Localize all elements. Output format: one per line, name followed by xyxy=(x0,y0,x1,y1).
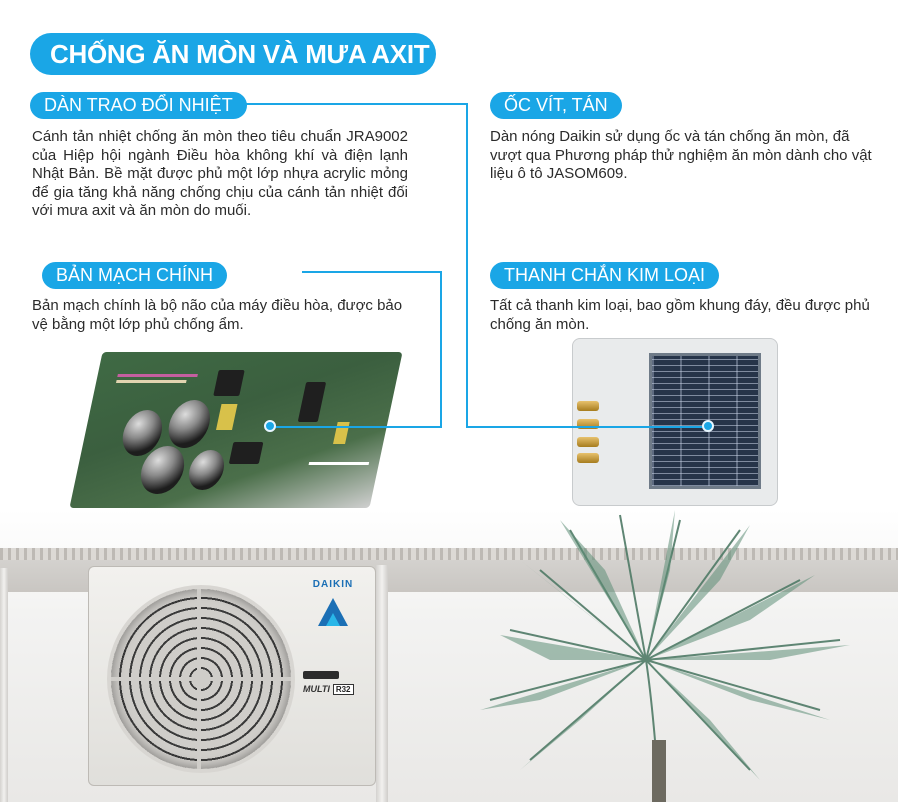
heat-exchanger-marker xyxy=(702,420,714,432)
connector-line xyxy=(302,271,442,273)
circuit-board-image xyxy=(69,352,402,508)
model-badge xyxy=(303,684,361,695)
connector-line xyxy=(272,426,442,428)
brand-name: DAIKIN xyxy=(312,579,354,590)
connector-line xyxy=(466,103,468,428)
metal-bars-text: Tất cả thanh kim loại, bao gồm khung đáy, đều được phủ chống ăn mòn. xyxy=(490,297,870,333)
inverter-badge xyxy=(303,671,339,679)
connector-line xyxy=(440,271,442,428)
outdoor-unit-front-image xyxy=(88,566,376,786)
heat-exchanger-label: DÀN TRAO ĐỔI NHIỆT xyxy=(30,92,247,119)
connector-line xyxy=(466,426,708,428)
connector-line xyxy=(236,103,468,105)
metal-bars-label: THANH CHẮN KIM LOẠI xyxy=(490,262,719,289)
palm-plant-image xyxy=(420,510,898,802)
refrigerant-badge: R32 xyxy=(333,684,354,695)
board-marker xyxy=(264,420,276,432)
main-board-text: Bản mạch chính là bộ não của máy điều hòa, được bảo vệ bằng một lớp phủ chống ẩm. xyxy=(32,297,403,333)
series-name: MULTI xyxy=(303,684,330,694)
outdoor-unit-rear-image xyxy=(572,338,778,506)
screws-text: Dàn nóng Daikin sử dụng ốc và tán chống ăn mòn, đã vượt qua Phương pháp thử nghiệm ăn mòn dành cho vật liệu ô tô JASOM609. xyxy=(490,128,872,182)
daikin-logo-icon xyxy=(316,594,350,628)
heat-exchanger-text: Cánh tản nhiệt chống ăn mòn theo tiêu chuẩn JRA9002 của Hiệp hội ngành Điều hòa không khí và điện lạnh Nhật Bản. Bề mặt được phủ một lớp nhựa acrylic mỏng để gia tăng khả năng chống chịu của cánh tản nhiệt đối với mưa axit và ăn mòn do muối. xyxy=(32,128,408,219)
screws-label: ỐC VÍT, TÁN xyxy=(490,92,622,119)
page-title: CHỐNG ĂN MÒN VÀ MƯA AXIT xyxy=(30,33,436,75)
background-scene xyxy=(0,510,898,802)
main-board-label: BẢN MẠCH CHÍNH xyxy=(42,262,227,289)
